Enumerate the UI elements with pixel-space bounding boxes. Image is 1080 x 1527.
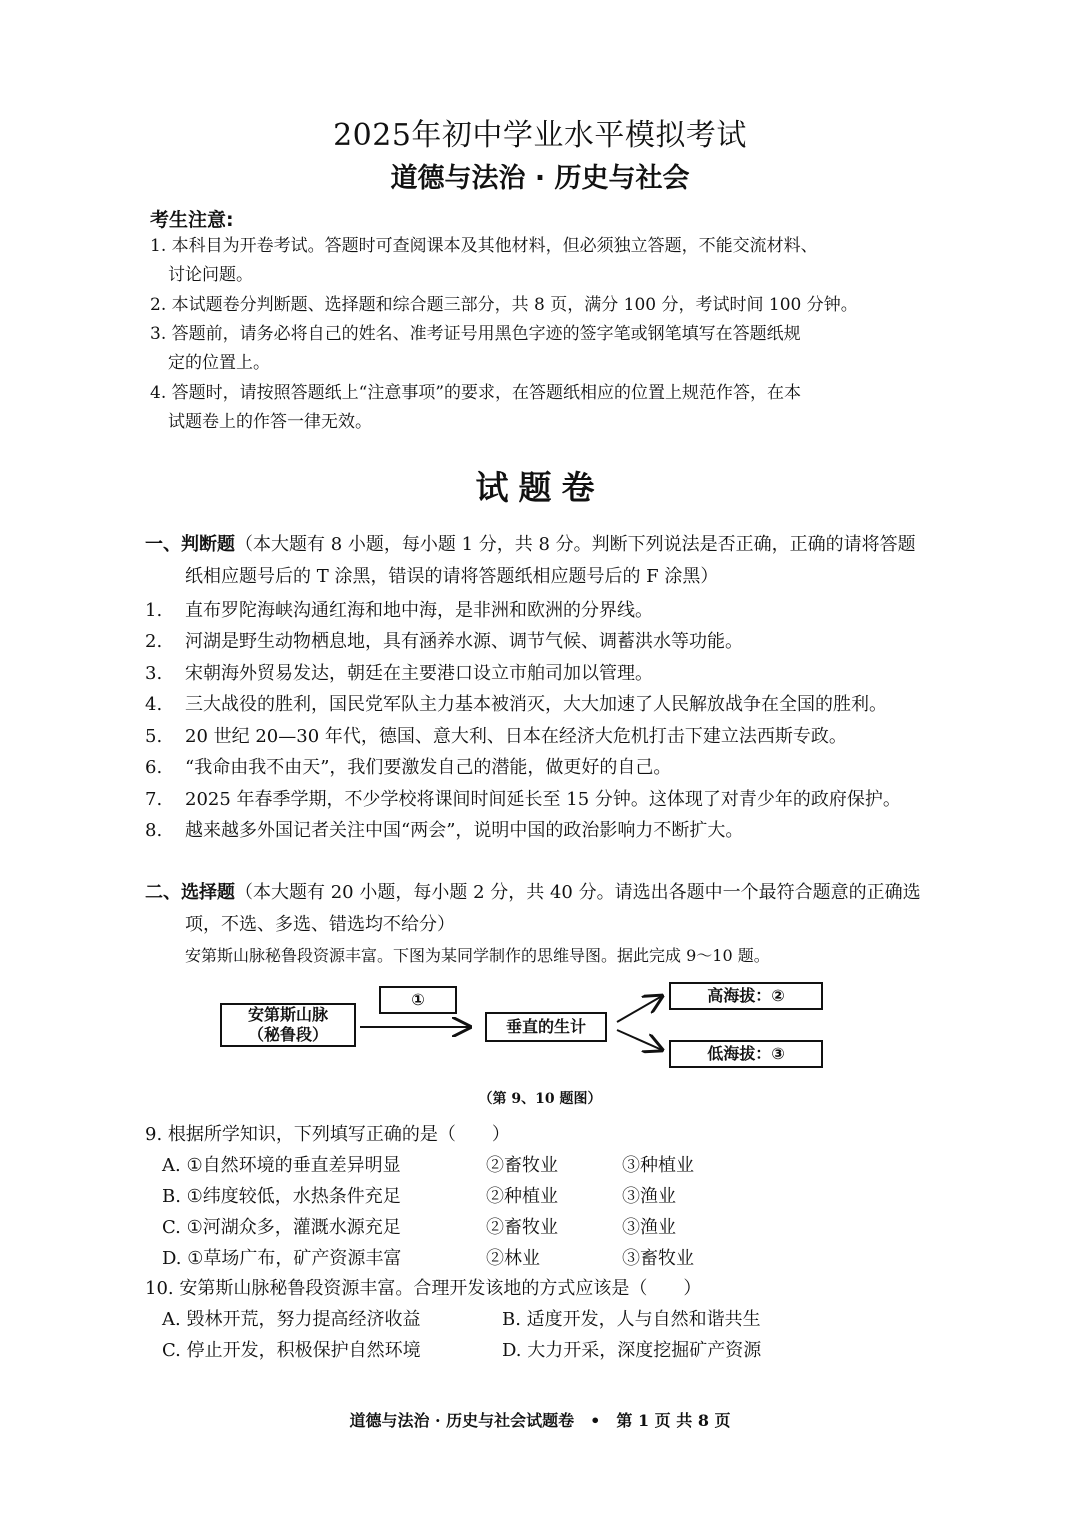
section-title: 试题卷 (475, 468, 605, 507)
exam-title: 2025年初中学业水平模拟考试 (333, 118, 747, 153)
part2-intro: 安第斯山脉秘鲁段资源丰富。下图为某同学制作的思维导图。据此完成 9～10 题。 (185, 946, 770, 965)
q10-option-d: D. 大力开采，深度挖掘矿产资源 (502, 1340, 762, 1361)
part1-label: 一、判断题 (145, 534, 235, 555)
q9-option-b-3: ③渔业 (622, 1186, 676, 1207)
notice-item-4: 4. 答题时，请按照答题纸上“注意事项”的要求，在答题纸相应的位置上规范作答，在本 试题卷上的作答一律无效。 (150, 383, 802, 432)
question-10-stem: 10. 安第斯山脉秘鲁段资源丰富。合理开发该地的方式应该是（ ） (145, 1278, 702, 1299)
arrow-to-high-altitude (617, 996, 662, 1022)
diagram-caption: （第 9、10 题图） (478, 1091, 602, 1107)
part1-desc: （本大题有 8 小题，每小题 1 分，共 8 分。判断下列说法是否正确，正确的请将答题 (235, 534, 916, 555)
q9-option-d-3: ③畜牧业 (622, 1248, 694, 1269)
question-1: 1. 直布罗陀海峡沟通红海和地中海，是非洲和欧洲的分界线。 (145, 600, 653, 621)
q10-option-c: C. 停止开发，积极保护自然环境 (162, 1340, 421, 1361)
question-8: 8. 越来越多外国记者关注中国“两会”，说明中国的政治影响力不断扩大。 (145, 820, 744, 841)
question-5: 5. 20 世纪 20—30 年代，德国、意大利、日本在经济大危机打击下建立法西斯专政。 (145, 726, 847, 747)
diagram-high-altitude-box: 高海拔：② (669, 982, 823, 1010)
question-4: 4. 三大战役的胜利，国民党军队主力基本被消灭，大大加速了人民解放战争在全国的胜利。 (145, 694, 887, 715)
q9-option-b-2: ②种植业 (486, 1186, 558, 1207)
diagram-andes-box: 安第斯山脉 （秘鲁段） (220, 1003, 356, 1047)
q9-option-c: C. ①河湖众多，灌溉水源充足 (162, 1217, 401, 1238)
q9-option-a-3: ③种植业 (622, 1155, 694, 1176)
question-7: 7. 2025 年春季学期，不少学校将课间时间延长至 15 分钟。这体现了对青少年的政府保护。 (145, 789, 901, 810)
q9-option-a: A. ①自然环境的垂直差异明显 (162, 1155, 401, 1176)
page-footer: 道德与法治 · 历史与社会试题卷 • 第 1 页 共 8 页 (349, 1411, 731, 1430)
part2-label: 二、选择题 (145, 882, 235, 903)
question-6: 6. “我命由我不由天”，我们要激发自己的潜能，做更好的自己。 (145, 757, 672, 778)
notice-heading: 考生注意: (150, 209, 234, 231)
question-2: 2. 河湖是野生动物栖息地，具有涵养水源、调节气候、调蓄洪水等功能。 (145, 631, 743, 652)
part2-desc: （本大题有 20 小题，每小题 2 分，共 40 分。请选出各题中一个最符合题意的正确选 (235, 882, 921, 903)
q10-option-a: A. 毁林开荒，努力提高经济收益 (162, 1309, 421, 1330)
exam-subtitle: 道德与法治 · 历史与社会 (390, 163, 690, 194)
arrow-to-low-altitude (617, 1030, 662, 1050)
diagram-label-1: ① (379, 986, 457, 1014)
notice-item-1: 1. 本科目为开卷考试。答题时可查阅课本及其他材料，但必须独立答题，不能交流材料、 讨论问题。 (150, 236, 818, 285)
q9-option-d: D. ①草场广布，矿产资源丰富 (162, 1248, 402, 1269)
part2-desc-2: 项，不选、多选、错选均不给分） (185, 914, 455, 935)
question-9-stem: 9. 根据所学知识，下列填写正确的是（ ） (145, 1124, 510, 1145)
notice-item-3: 3. 答题前，请务必将自己的姓名、准考证号用黑色字迹的签字笔或钢笔填写在答题纸规 定的位置上。 (150, 324, 801, 373)
q9-option-c-3: ③渔业 (622, 1217, 676, 1238)
q9-option-a-2: ②畜牧业 (486, 1155, 558, 1176)
q9-option-c-2: ②畜牧业 (486, 1217, 558, 1238)
diagram-center-box: 垂直的生计 (485, 1012, 607, 1042)
q9-option-b: B. ①纬度较低，水热条件充足 (162, 1186, 401, 1207)
question-3: 3. 宋朝海外贸易发达，朝廷在主要港口设立市舶司加以管理。 (145, 663, 653, 684)
diagram-low-altitude-box: 低海拔：③ (669, 1040, 823, 1068)
notice-item-2: 2. 本试题卷分判断题、选择题和综合题三部分，共 8 页，满分 100 分，考试时间 100 分钟。 (150, 295, 858, 315)
part1-desc-2: 纸相应题号后的 T 涂黑，错误的请将答题纸相应题号后的 F 涂黑） (185, 566, 719, 587)
q10-option-b: B. 适度开发，人与自然和谐共生 (502, 1309, 761, 1330)
q9-option-d-2: ②林业 (486, 1248, 540, 1269)
